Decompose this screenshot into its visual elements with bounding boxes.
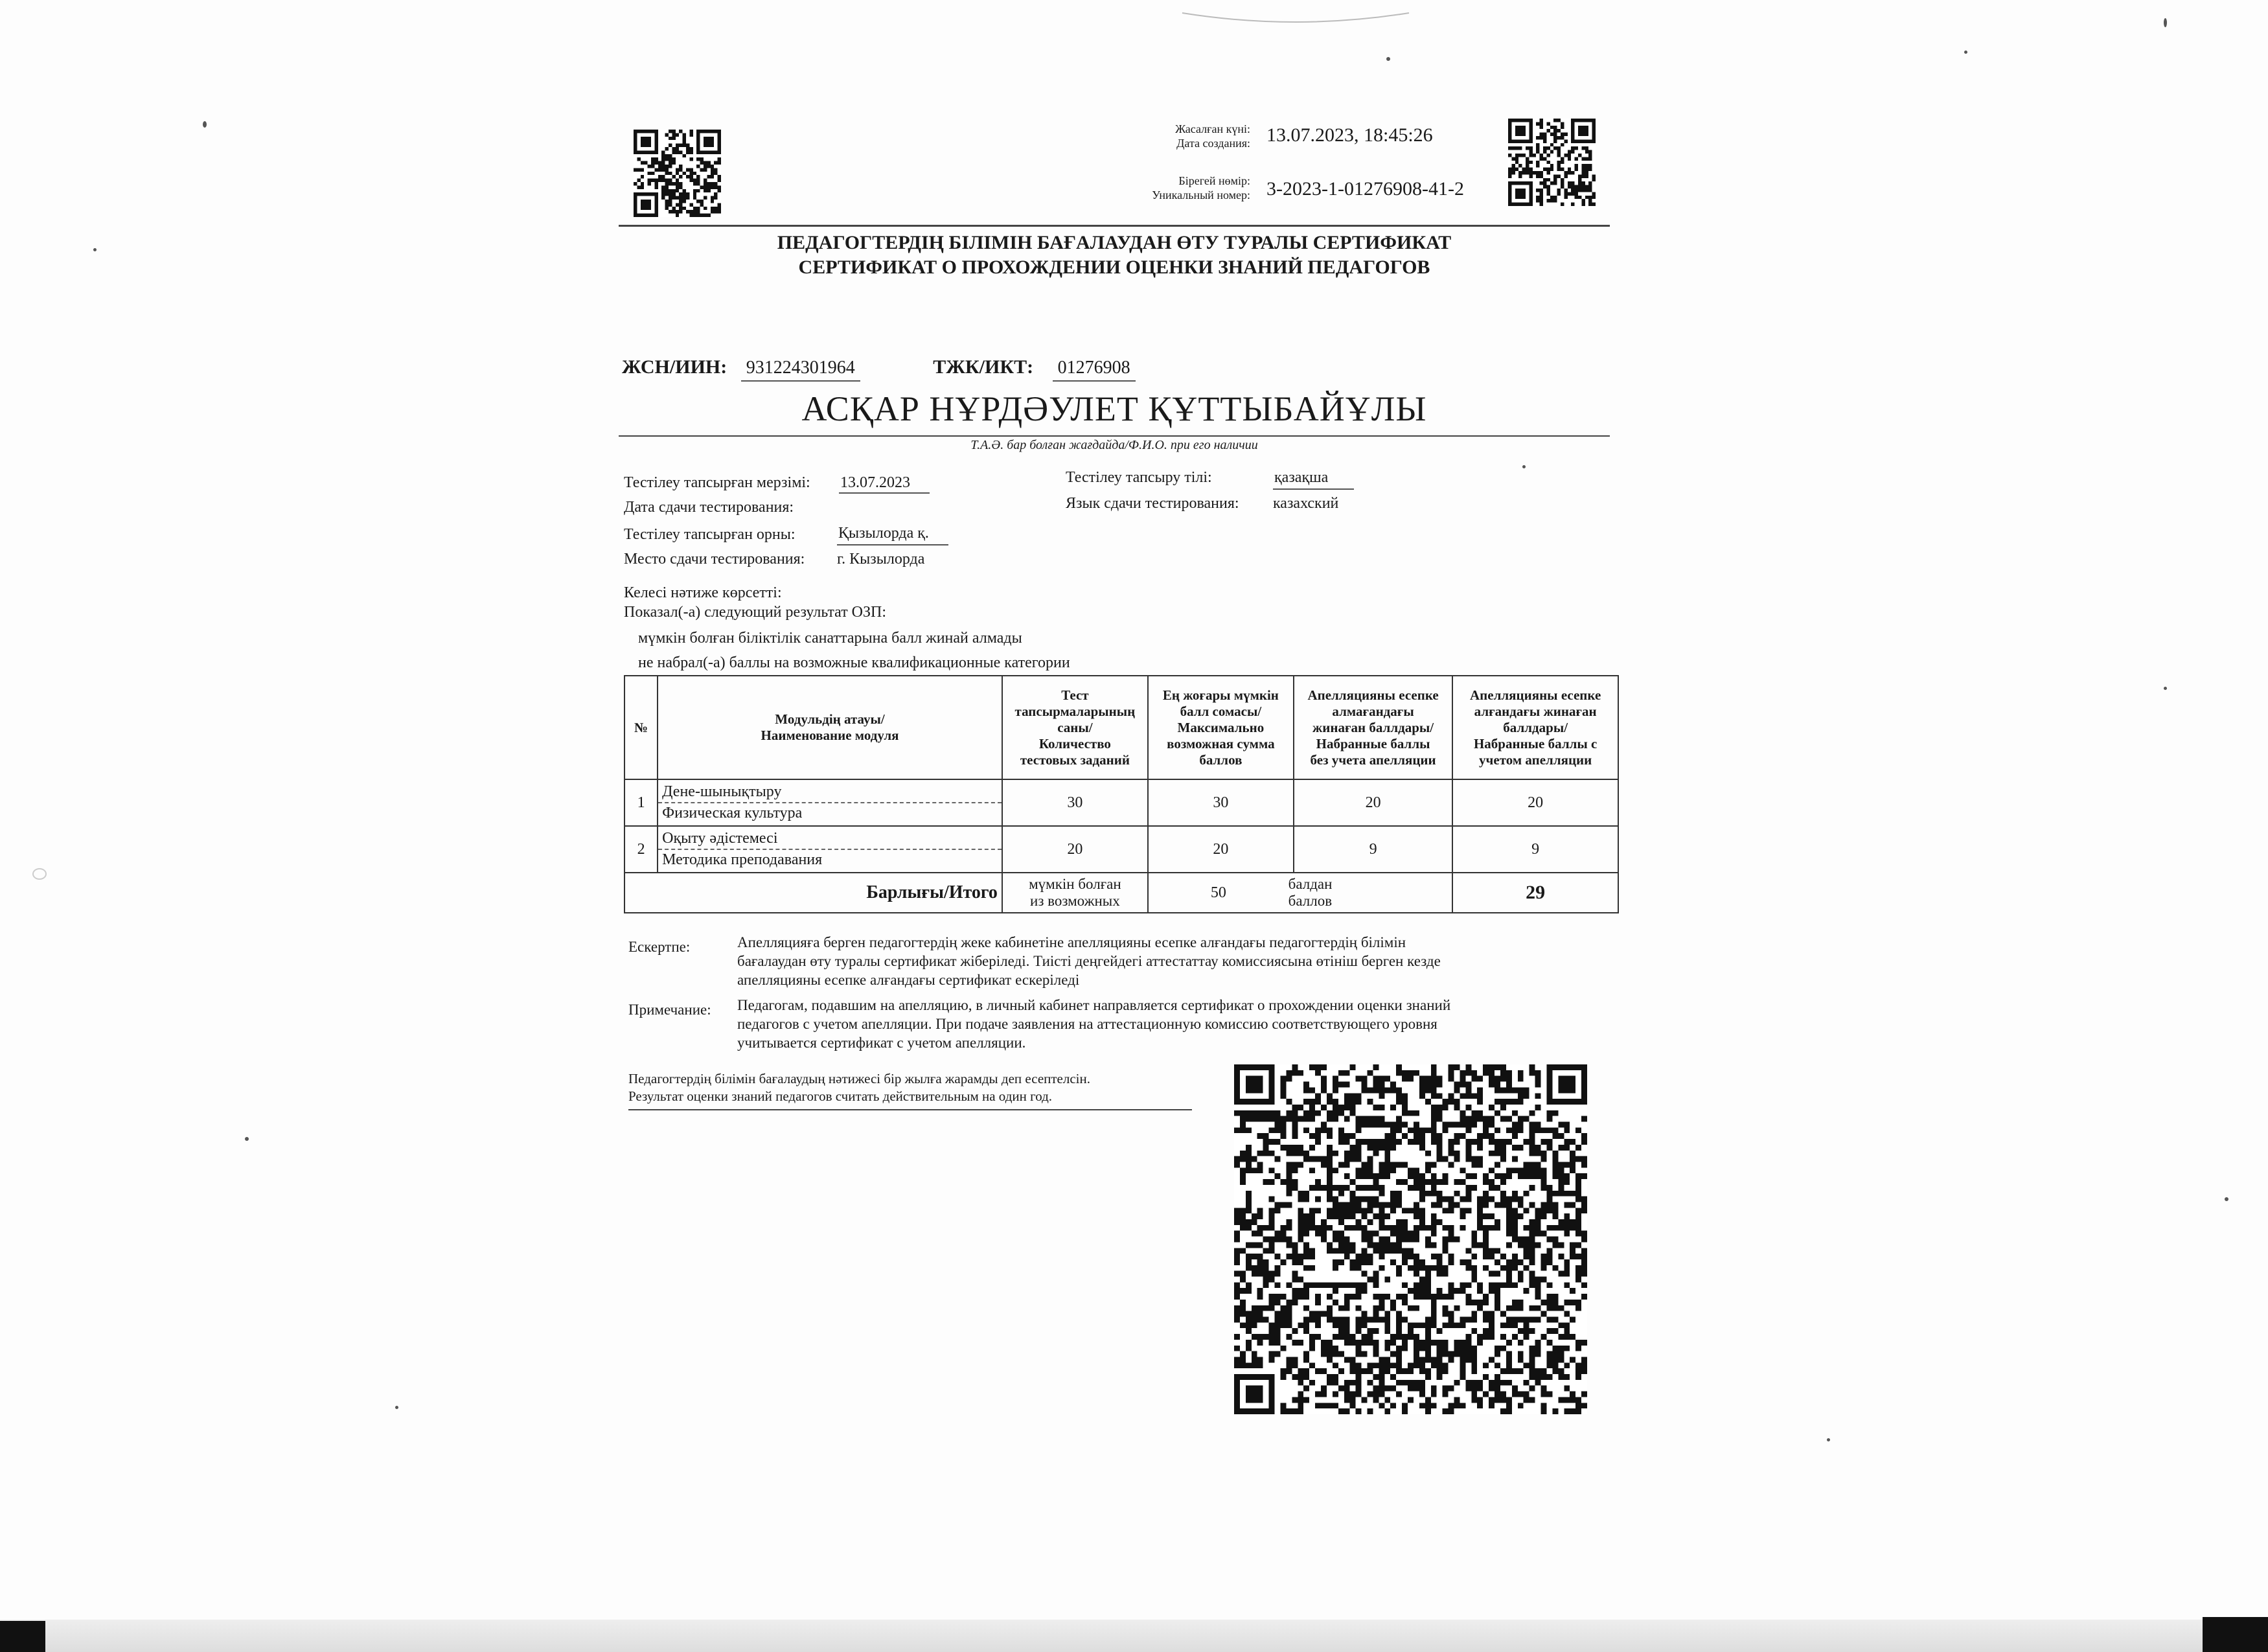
note-kz-line: бағалаудан өту туралы сертификат жіберіледі. Тиісті деңгейдегі аттестаттау комиссиясына өтініш берген кезде <box>737 953 1441 969</box>
iin-value: 931224301964 <box>741 358 860 382</box>
speck <box>2225 1197 2228 1201</box>
speck <box>395 1406 398 1409</box>
row-num: 1 <box>624 779 658 826</box>
col-header-max <box>1148 676 1294 779</box>
col-header-module-line: Наименование модуля <box>761 728 899 743</box>
result-line-kz: мүмкін болған біліктілік санаттарына балл жинай алмады <box>638 630 1022 647</box>
col-header-with-line: баллдары/ <box>1503 719 1568 735</box>
scan-edge <box>0 1620 2268 1652</box>
note-ru-line: Педагогам, подавшим на апелляцию, в личный кабинет направляется сертификат о прохождении оценки знаний <box>737 997 1451 1013</box>
module-name <box>658 779 1002 826</box>
note-kz-line: Апелляцияға берген педагогтердің жеке кабинетіне апелляцияны есепке алғандағы педагогтердің білімін <box>737 934 1406 950</box>
col-header-num: № <box>624 676 658 779</box>
col-header-tasks-line: Количество <box>1038 735 1111 751</box>
col-header-with-line: Апелляцияны есепке <box>1470 687 1601 703</box>
speck <box>1827 1438 1830 1441</box>
col-header-tasks-line: тапсырмаларының <box>1014 703 1136 719</box>
validity-ru: Результат оценки знаний педагогов считать действительным на один год. <box>628 1088 1053 1104</box>
col-header-with-line: учетом апелляции <box>1479 751 1592 768</box>
col-header-tasks-line: саны/ <box>1057 719 1093 735</box>
unique-label-kz: Бірегей нөмір: <box>1178 174 1250 187</box>
module-name <box>658 826 1002 873</box>
score-without-appeal: 9 <box>1294 826 1452 873</box>
iin-label: ЖСН/ИИН: <box>622 356 727 378</box>
place-label-kz: Тестілеу тапсырған орны: <box>624 526 796 543</box>
col-header-without-line: алмағандағы <box>1332 703 1414 719</box>
created-label-kz: Жасалған күні: <box>1175 122 1250 135</box>
speck <box>1522 465 1526 468</box>
col-header-module-line: Модульдің атауы/ <box>775 711 885 727</box>
qr-code-left <box>634 130 721 217</box>
total-possible-value: 50 <box>1210 884 1226 901</box>
place-value-ru: г. Кызылорда <box>837 551 925 568</box>
unique-labels <box>1062 174 1250 202</box>
note-kz-line: апелляцияны есепке алғандағы сертификат ескеріледі <box>737 972 1080 988</box>
col-header-tasks-line: Тест <box>1061 687 1089 703</box>
speck <box>1964 51 1967 54</box>
col-header-with-line: алғандағы жинаған <box>1474 703 1597 719</box>
unique-label-ru: Уникальный номер: <box>1152 189 1250 201</box>
col-header-max-line: Ең жоғары мүмкін <box>1162 687 1279 703</box>
speck <box>2164 18 2167 27</box>
total-label: Барлығы/Итого <box>624 873 1002 913</box>
speck <box>1386 57 1390 61</box>
total-possible-kz: мүмкін болған <box>1029 876 1121 892</box>
note-ru-line: учитывается сертификат с учетом апелляции. <box>737 1035 1026 1051</box>
speck <box>2164 687 2167 690</box>
col-header-max-line: Максимально <box>1177 719 1265 735</box>
max-score: 30 <box>1148 779 1294 826</box>
total-possible-label <box>1002 873 1148 913</box>
lang-value-ru: казахский <box>1273 495 1339 512</box>
note-ru-text <box>737 996 1618 1052</box>
module-name-kz: Дене-шынықтыру <box>658 782 1002 803</box>
speck <box>245 1137 249 1141</box>
score-with-appeal: 20 <box>1452 779 1618 826</box>
col-header-without-line: Набранные баллы <box>1316 735 1430 751</box>
qr-code-right <box>1508 119 1596 206</box>
table-row <box>624 826 1618 873</box>
table-header-row <box>624 676 1618 779</box>
qr-modules <box>1234 1064 1587 1414</box>
speck <box>203 121 207 128</box>
lang-label-ru: Язык сдачи тестирования: <box>1066 495 1239 512</box>
module-name-ru: Физическая культура <box>662 805 803 821</box>
col-header-with-line: Набранные баллы с <box>1473 735 1598 751</box>
validity-text <box>628 1070 1198 1105</box>
total-possible-cell <box>1148 873 1452 913</box>
scan-arc <box>1179 0 1412 26</box>
module-name-kz: Оқыту әдістемесі <box>658 829 1002 850</box>
total-points-kz: балдан <box>1288 876 1333 892</box>
col-header-without-line: Апелляцияны есепке <box>1307 687 1439 703</box>
col-header-without-line: жинаған баллдары/ <box>1312 719 1434 735</box>
col-header-max-line: возможная сумма <box>1167 735 1275 751</box>
ikt-value: 01276908 <box>1053 358 1136 382</box>
total-points-ru: баллов <box>1288 893 1333 909</box>
qr-code-large <box>1234 1064 1587 1414</box>
score-without-appeal: 20 <box>1294 779 1452 826</box>
modules-table <box>624 675 1619 913</box>
speck <box>93 248 97 251</box>
col-header-with-appeal <box>1452 676 1618 779</box>
lang-label-kz: Тестілеу тапсыру тілі: <box>1066 469 1212 486</box>
created-value: 13.07.2023, 18:45:26 <box>1266 124 1433 146</box>
date-label-kz: Тестілеу тапсырған мерзімі: <box>624 474 810 491</box>
place-value-kz: Қызылорда қ. <box>837 523 948 545</box>
score-with-appeal: 9 <box>1452 826 1618 873</box>
col-header-max-line: балл сомасы/ <box>1180 703 1262 719</box>
note-kz-label: Ескертпе: <box>628 939 691 955</box>
module-name-ru: Методика преподавания <box>662 851 823 868</box>
validity-underline <box>628 1109 1192 1110</box>
date-label-ru: Дата сдачи тестирования: <box>624 499 794 516</box>
total-score: 29 <box>1452 873 1618 913</box>
date-value: 13.07.2023 <box>839 473 930 494</box>
total-possible-ru: из возможных <box>1030 893 1120 909</box>
name-caption: Т.А.Ә. бар болған жағдайда/Ф.И.О. при его наличии <box>970 438 1258 452</box>
col-header-module <box>658 676 1002 779</box>
name-underline <box>619 435 1610 437</box>
result-intro-ru: Показал(-а) следующий результат ОЗП: <box>624 604 887 621</box>
title-ru: СЕРТИФИКАТ О ПРОХОЖДЕНИИ ОЦЕНКИ ЗНАНИЙ ПЕДАГОГОВ <box>798 257 1430 278</box>
note-kz-text <box>737 933 1618 989</box>
note-ru-label: Примечание: <box>628 1002 711 1018</box>
qr-modules <box>1508 119 1596 206</box>
scan-edge-dark <box>0 1621 45 1652</box>
scan-mark <box>32 868 47 880</box>
certificate-title <box>619 232 1610 279</box>
col-header-without-line: без учета апелляции <box>1310 751 1436 768</box>
note-ru-line: педагогов с учетом апелляции. При подаче заявления на аттестационную комиссию соответствующего уровня <box>737 1016 1438 1032</box>
qr-modules <box>634 130 721 217</box>
created-labels <box>1062 122 1250 150</box>
table-row <box>624 779 1618 826</box>
validity-kz: Педагогтердің білімін бағалаудың нәтижесі бір жылға жарамды деп есептелсін. <box>628 1071 1090 1086</box>
col-header-max-line: баллов <box>1199 751 1243 768</box>
col-header-without-appeal <box>1294 676 1452 779</box>
person-name: АСҚАР НҰРДӘУЛЕТ ҚҰТТЫБАЙҰЛЫ <box>801 389 1427 428</box>
tasks-count: 30 <box>1002 779 1148 826</box>
scan-edge-dark <box>2203 1617 2268 1652</box>
max-score: 20 <box>1148 826 1294 873</box>
total-row <box>624 873 1618 913</box>
total-points-label <box>1289 876 1333 910</box>
unique-value: 3-2023-1-01276908-41-2 <box>1266 178 1464 200</box>
result-intro-kz: Келесі нәтиже көрсетті: <box>624 584 782 601</box>
col-header-tasks <box>1002 676 1148 779</box>
id-row <box>622 356 1136 382</box>
place-label-ru: Место сдачи тестирования: <box>624 551 805 568</box>
row-num: 2 <box>624 826 658 873</box>
header-divider <box>619 225 1610 227</box>
lang-value-kz: қазақша <box>1273 468 1354 490</box>
ikt-label: ТЖК/ИКТ: <box>933 356 1034 378</box>
col-header-tasks-line: тестовых заданий <box>1020 751 1130 768</box>
result-line-ru: не набрал(-а) баллы на возможные квалификационные категории <box>638 654 1070 671</box>
created-label-ru: Дата создания: <box>1176 137 1250 150</box>
tasks-count: 20 <box>1002 826 1148 873</box>
title-kz: ПЕДАГОГТЕРДІҢ БІЛІМІН БАҒАЛАУДАН ӨТУ ТУРАЛЫ СЕРТИФИКАТ <box>777 232 1452 253</box>
